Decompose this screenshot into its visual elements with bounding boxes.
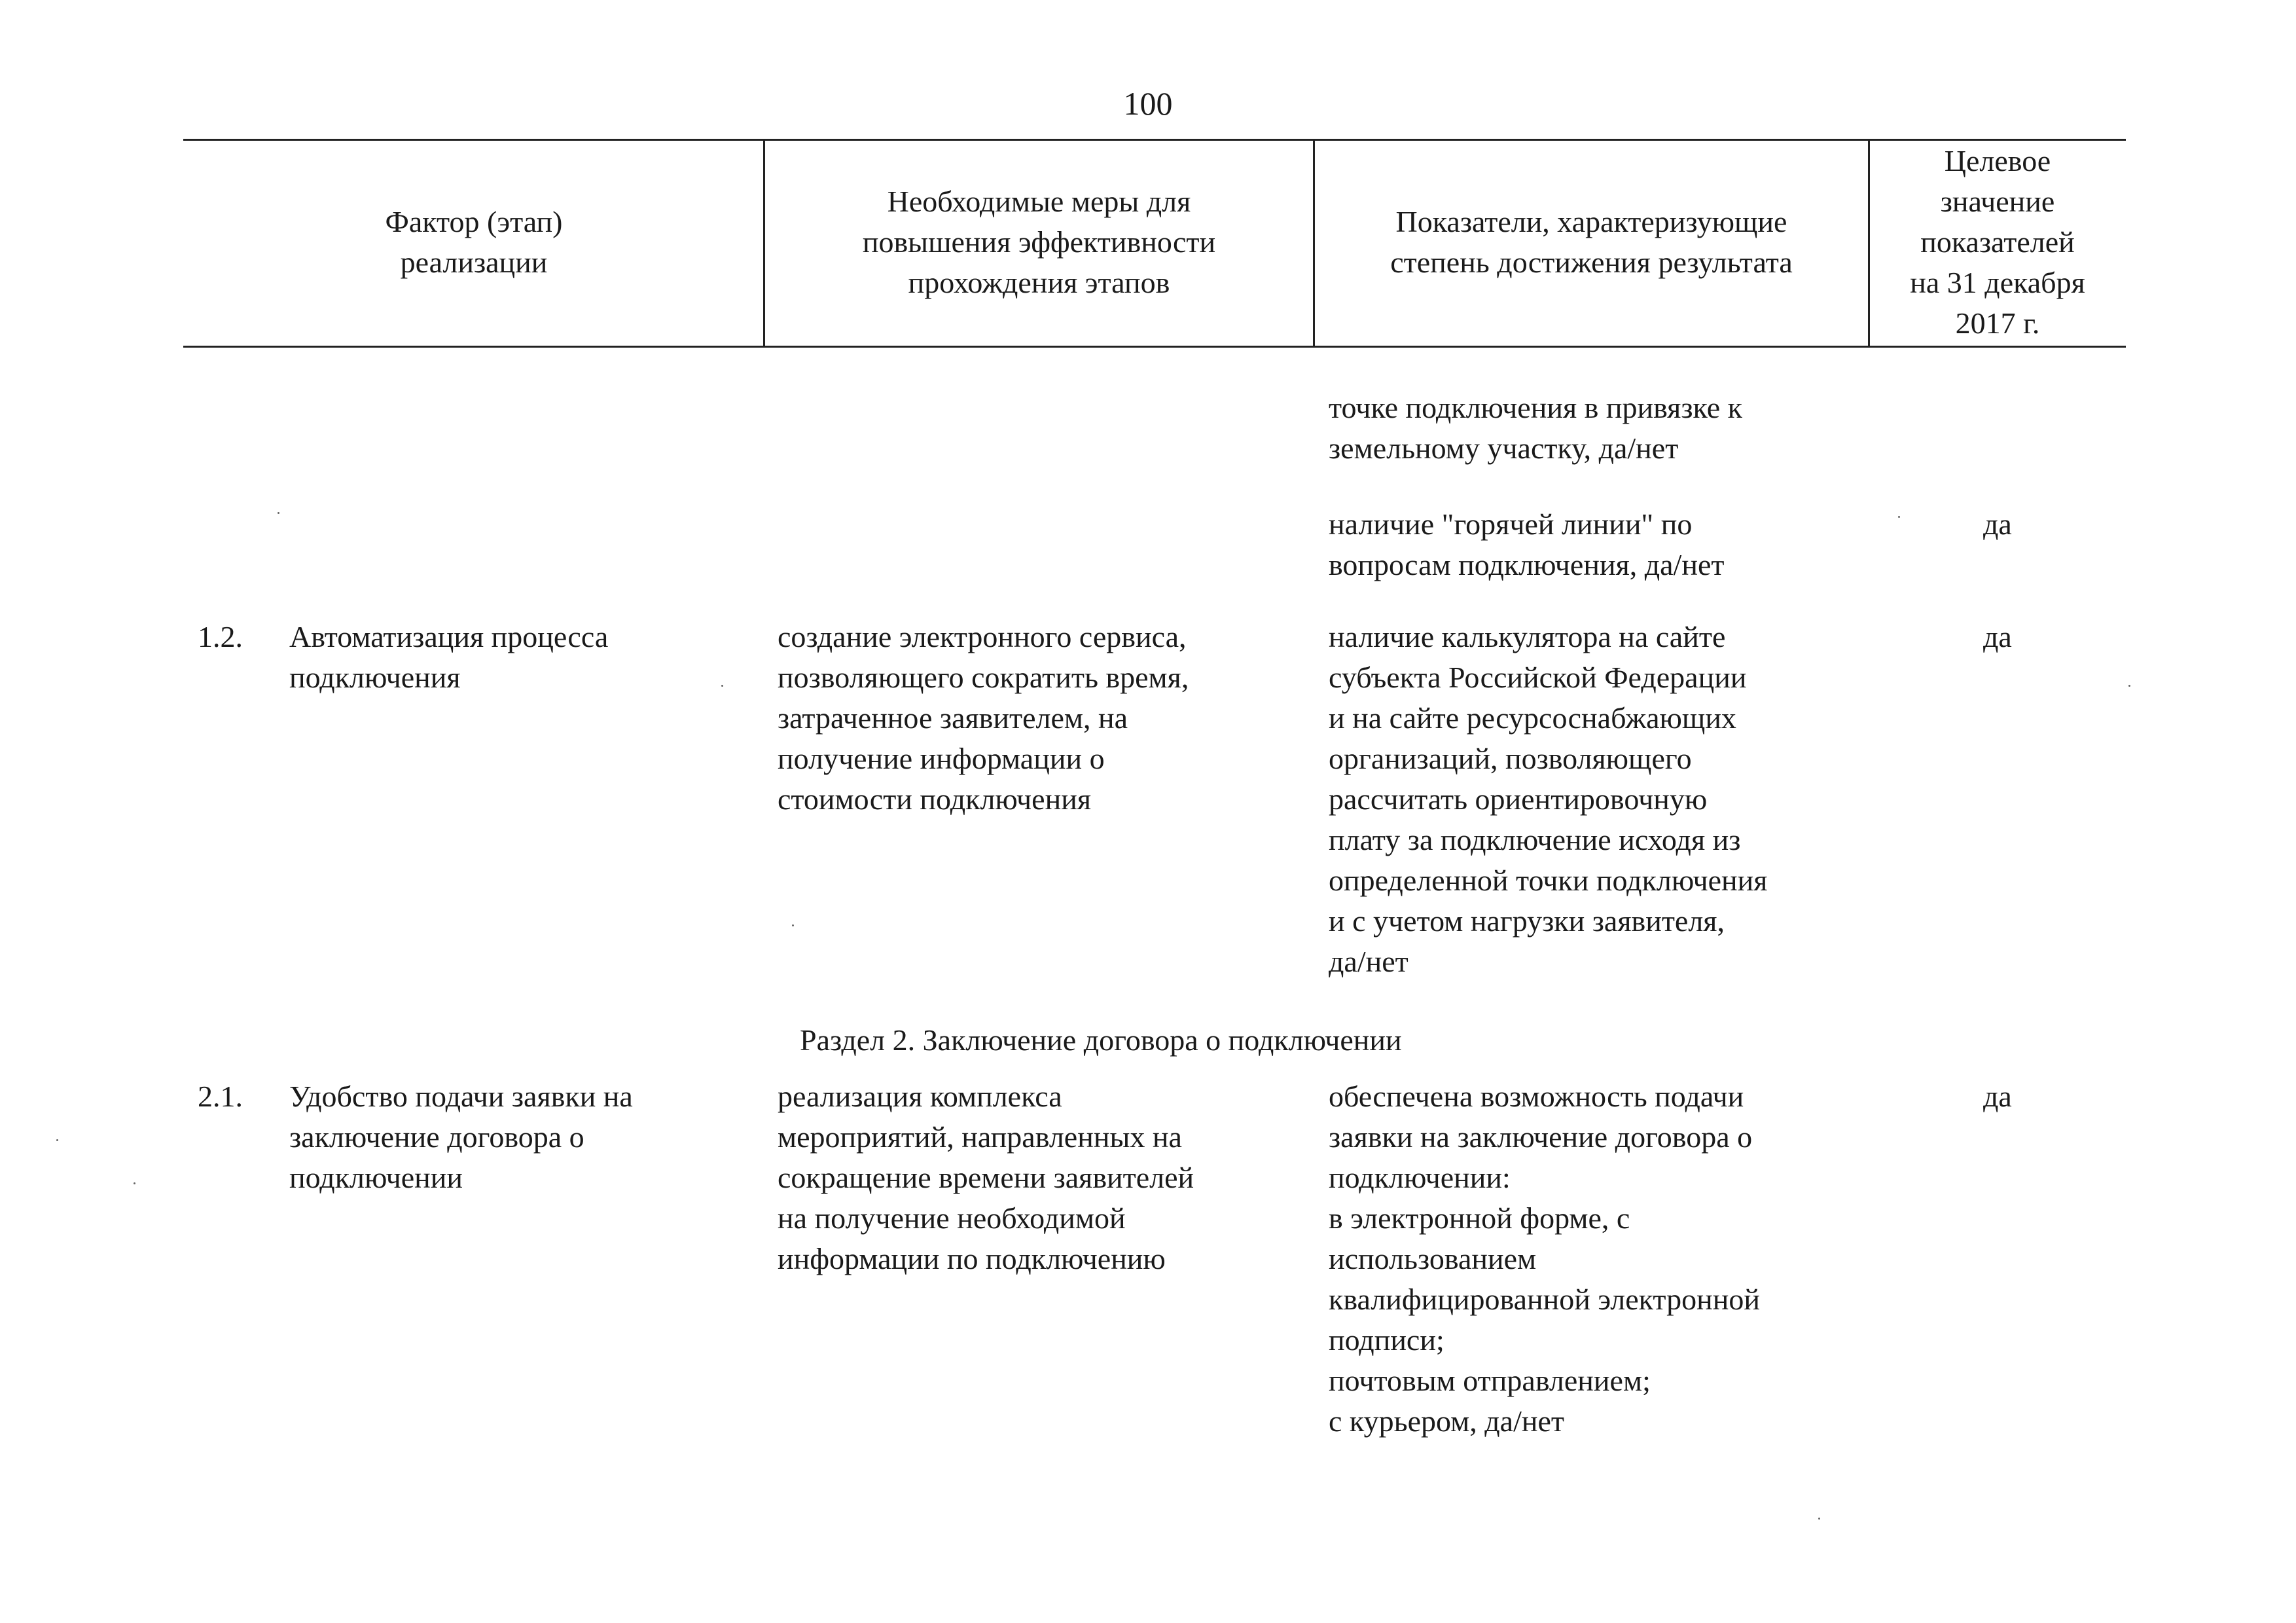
continued-target-2: да bbox=[1983, 507, 2012, 541]
header-measures: Необходимые меры для повышения эффективности прохождения этапов bbox=[862, 185, 1216, 299]
scan-speck bbox=[721, 685, 723, 687]
row-target: да bbox=[1983, 620, 2012, 653]
table-header-bottom-rule bbox=[183, 346, 2126, 348]
row-target: да bbox=[1983, 1080, 2012, 1113]
row-indicator: обеспечена возможность подачи заявки на заключение договора о подключении: в электронной форме, с использованием квалифицированной электронной подписи; почтовым отправлением; с курьером, да/нет bbox=[1329, 1080, 1760, 1438]
row-measures: создание электронного сервиса, позволяющего сократить время, затраченное заявителем, на получение информации о стоимости подключения bbox=[778, 620, 1189, 816]
continued-indicator-2: наличие "горячей линии" по вопросам подключения, да/нет bbox=[1329, 507, 1725, 581]
header-factor: Фактор (этап) реализации bbox=[385, 205, 563, 279]
row-factor: Удобство подачи заявки на заключение договора о подключении bbox=[289, 1080, 633, 1194]
row-number: 1.2. bbox=[198, 620, 243, 653]
header-indicators: Показатели, характеризующие степень достижения результата bbox=[1390, 205, 1793, 279]
scan-speck bbox=[134, 1182, 135, 1184]
page-number: 100 bbox=[1123, 85, 1173, 122]
section-2-title: Раздел 2. Заключение договора о подключении bbox=[800, 1023, 1402, 1057]
row-measures: реализация комплекса мероприятий, направленных на сокращение времени заявителей на получение необходимой информации по подключению bbox=[778, 1080, 1194, 1275]
scan-speck bbox=[2128, 685, 2130, 687]
scan-speck bbox=[1898, 516, 1900, 518]
row-number: 2.1. bbox=[198, 1080, 243, 1113]
row-factor: Автоматизация процесса подключения bbox=[289, 620, 609, 694]
scan-speck bbox=[792, 924, 794, 926]
scan-speck bbox=[56, 1139, 58, 1141]
scan-speck bbox=[278, 512, 279, 514]
row-indicator: наличие калькулятора на сайте субъекта Российской Федерации и на сайте ресурсоснабжающих организаций, позволяющего рассчитать ориентировочную плату за подключение исходя из определенной точки подключения и с учетом нагрузки заявителя, да/нет bbox=[1329, 620, 1768, 978]
header-target: Целевое значение показателей на 31 декабря 2017 г. bbox=[1910, 144, 2085, 340]
continued-indicator-1: точке подключения в привязке к земельному участку, да/нет bbox=[1329, 391, 1742, 465]
scan-speck bbox=[1818, 1518, 1820, 1520]
